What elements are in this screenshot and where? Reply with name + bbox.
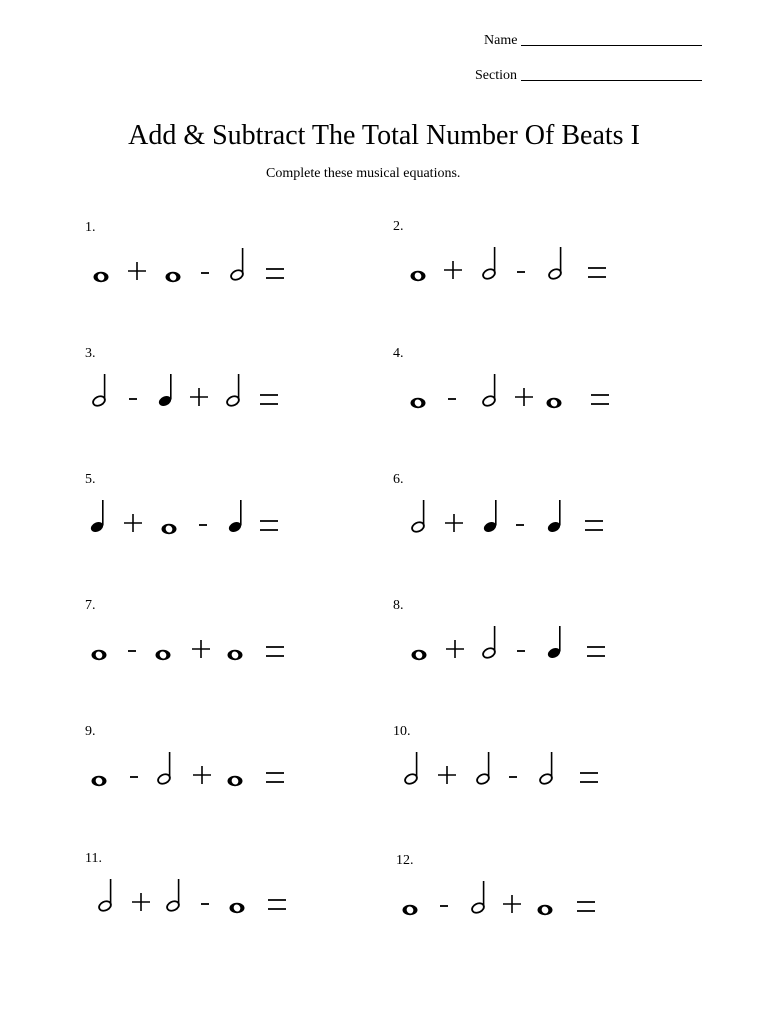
equation-svg: [85, 875, 385, 925]
plus-sign: [445, 514, 463, 532]
whole-note-icon: [92, 650, 107, 660]
equation: [85, 748, 385, 798]
quarter-note-icon: [227, 500, 242, 534]
plus-sign: [124, 514, 142, 532]
whole-note-icon: [94, 272, 109, 282]
section-field[interactable]: [475, 68, 702, 84]
whole-note-icon: [92, 776, 107, 786]
problem-7: [85, 598, 385, 688]
whole-note-icon: [228, 650, 243, 660]
equals-sign: [266, 269, 284, 278]
problem-number: 10.: [393, 724, 411, 739]
equation: [396, 877, 696, 927]
equals-sign: [580, 773, 598, 782]
whole-note-icon: [538, 905, 553, 915]
whole-note-icon: [411, 271, 426, 281]
half-note-icon: [548, 247, 563, 281]
equals-sign: [587, 647, 605, 656]
plus-sign: [192, 640, 210, 658]
half-note-icon: [539, 752, 554, 786]
half-note-icon: [411, 500, 426, 534]
section-label: Section: [475, 68, 517, 83]
whole-note-icon: [411, 398, 426, 408]
quarter-note-icon: [482, 500, 497, 534]
half-note-icon: [230, 248, 245, 282]
plus-sign: [128, 262, 146, 280]
half-note-icon: [226, 374, 241, 408]
equation: [393, 622, 693, 672]
equals-sign: [591, 395, 609, 404]
plus-sign: [503, 895, 521, 913]
equation: [85, 622, 385, 672]
problem-12: [396, 853, 696, 943]
whole-note-icon: [156, 650, 171, 660]
worksheet-title: [0, 120, 768, 152]
problem-number: 12.: [396, 853, 414, 868]
half-note-icon: [157, 752, 172, 786]
equation: [85, 496, 385, 546]
plus-sign: [444, 261, 462, 279]
half-note-icon: [92, 374, 107, 408]
problem-6: [393, 472, 693, 562]
problem-number: 5.: [85, 472, 96, 487]
equation-svg: [393, 496, 693, 546]
whole-note-icon: [403, 905, 418, 915]
equals-sign: [266, 647, 284, 656]
problem-2: [393, 219, 693, 309]
whole-note-icon: [228, 776, 243, 786]
half-note-icon: [482, 374, 497, 408]
problem-number: 1.: [85, 220, 96, 235]
plus-sign: [132, 893, 150, 911]
equals-sign: [260, 521, 278, 530]
problem-5: [85, 472, 385, 562]
half-note-icon: [476, 752, 491, 786]
equation: [393, 243, 693, 293]
plus-sign: [446, 640, 464, 658]
equation-svg: [396, 877, 696, 927]
half-note-icon: [166, 879, 181, 913]
problem-1: [85, 220, 385, 310]
half-note-icon: [482, 626, 497, 660]
problem-number: 8.: [393, 598, 404, 613]
problem-number: 6.: [393, 472, 404, 487]
whole-note-icon: [166, 272, 181, 282]
equals-sign: [585, 521, 603, 530]
problem-number: 7.: [85, 598, 96, 613]
problem-10: [393, 724, 693, 814]
problem-number: 3.: [85, 346, 96, 361]
equation-svg: [85, 622, 385, 672]
whole-note-icon: [230, 903, 245, 913]
equation: [85, 875, 385, 925]
problem-number: 9.: [85, 724, 96, 739]
equation: [393, 370, 693, 420]
whole-note-icon: [412, 650, 427, 660]
whole-note-icon: [547, 398, 562, 408]
plus-sign: [438, 766, 456, 784]
quarter-note-icon: [546, 626, 561, 660]
half-note-icon: [471, 881, 486, 915]
problem-11: [85, 851, 385, 941]
equation-svg: [393, 243, 693, 293]
half-note-icon: [404, 752, 419, 786]
plus-sign: [190, 388, 208, 406]
equation: [393, 748, 693, 798]
equals-sign: [266, 773, 284, 782]
equals-sign: [268, 900, 286, 909]
problem-3: [85, 346, 385, 436]
equals-sign: [260, 395, 278, 404]
equation: [85, 244, 385, 294]
problem-4: [393, 346, 693, 436]
equation-svg: [393, 370, 693, 420]
equation-svg: [85, 748, 385, 798]
problem-9: [85, 724, 385, 814]
problem-number: 11.: [85, 851, 102, 866]
worksheet-title-text: Add & Subtract The Total Number Of Beats I: [128, 120, 640, 151]
equation-svg: [85, 370, 385, 420]
quarter-note-icon: [89, 500, 104, 534]
worksheet-subtitle: Complete these musical equations.: [266, 166, 461, 181]
problem-number: 4.: [393, 346, 404, 361]
plus-sign: [515, 388, 533, 406]
equation-svg: [85, 244, 385, 294]
equation-svg: [393, 748, 693, 798]
name-label: Name: [484, 33, 518, 48]
name-field[interactable]: [484, 33, 702, 49]
name-blank-line[interactable]: [521, 44, 702, 46]
section-blank-line[interactable]: [521, 79, 702, 81]
equation-svg: [393, 622, 693, 672]
problem-8: [393, 598, 693, 688]
half-note-icon: [98, 879, 113, 913]
whole-note-icon: [162, 524, 177, 534]
problem-number: 2.: [393, 219, 404, 234]
equals-sign: [577, 902, 595, 911]
half-note-icon: [482, 247, 497, 281]
plus-sign: [193, 766, 211, 784]
equation: [85, 370, 385, 420]
equation-svg: [85, 496, 385, 546]
quarter-note-icon: [546, 500, 561, 534]
equation: [393, 496, 693, 546]
quarter-note-icon: [157, 374, 172, 408]
equals-sign: [588, 268, 606, 277]
